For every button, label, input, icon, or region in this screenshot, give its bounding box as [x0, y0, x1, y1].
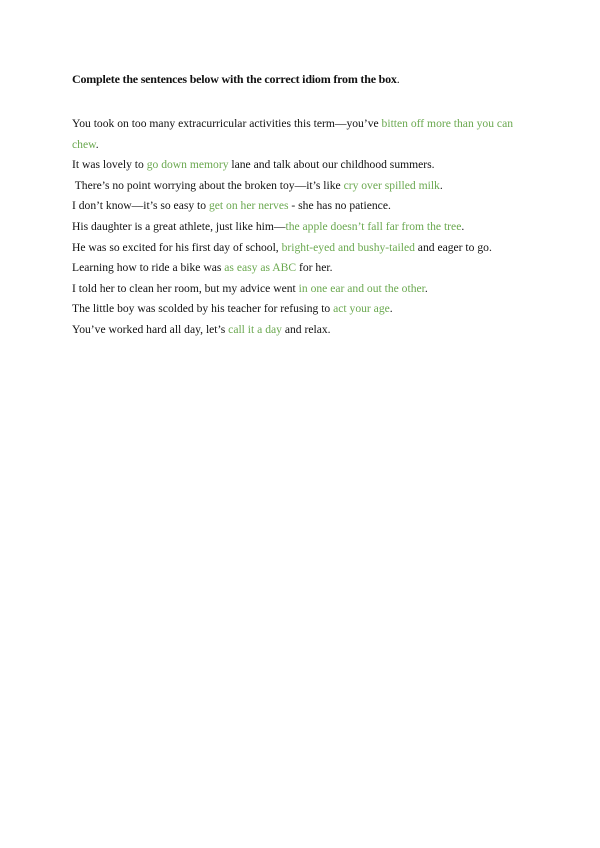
idiom-answer: bright-eyed and bushy-tailed: [281, 240, 415, 254]
sentence-9: [72, 299, 528, 320]
idiom-answer: cry over spilled milk: [343, 178, 440, 192]
sentence-text: .: [439, 178, 443, 192]
idiom-answer: go down memory: [146, 158, 229, 172]
instructions-heading: [72, 72, 400, 87]
sentence-text: .: [95, 137, 99, 151]
idiom-answer: get on her nerves: [208, 199, 289, 213]
sentence-text: You took on too many extracurricular activities this term—you’ve: [72, 117, 382, 130]
sentence-text: .: [461, 219, 465, 233]
sentence-text: It was lovely to: [72, 158, 147, 172]
idiom-answer: as easy as ABC: [224, 261, 297, 275]
idiom-answer: call it a day: [228, 322, 282, 336]
sentence-text: Learning how to ride a bike was: [72, 261, 225, 275]
idiom-answer: in one ear and out the other: [298, 281, 425, 295]
idiom-answer: act your age: [333, 302, 390, 316]
sentence-1: [72, 114, 528, 155]
sentence-text: .: [424, 281, 428, 295]
sentence-5: [72, 217, 528, 238]
sentence-text: There’s no point worrying about the broken toy—it’s like: [72, 178, 344, 192]
sentence-3: [72, 176, 528, 197]
sentence-text: You’ve worked hard all day, let’s: [72, 322, 229, 336]
sentence-text: .: [389, 302, 393, 316]
sentence-8: [72, 279, 528, 300]
sentence-text: I don’t know—it’s so easy to: [72, 199, 209, 213]
sentence-4: [72, 196, 528, 217]
sentence-text: I told her to clean her room, but my advice went: [72, 281, 299, 295]
sentence-list: [72, 114, 528, 341]
idiom-answer: the apple doesn’t fall far from the tree: [285, 219, 462, 233]
sentence-text: and relax.: [281, 322, 331, 336]
sentence-10: [72, 320, 528, 341]
sentence-7: [72, 258, 528, 279]
sentence-text: His daughter is a great athlete, just like him—: [72, 219, 286, 233]
instructions-text: Complete the sentences below with the correct idiom from the box: [72, 72, 397, 86]
sentence-text: lane and talk about our childhood summers.: [228, 158, 435, 172]
sentence-2: [72, 155, 528, 176]
sentence-text: for her.: [296, 261, 333, 275]
sentence-text: He was so excited for his first day of school,: [72, 240, 282, 254]
instructions-punct: .: [396, 72, 400, 86]
sentence-6: [72, 238, 528, 259]
sentence-text: and eager to go.: [414, 240, 492, 254]
sentence-text: The little boy was scolded by his teacher for refusing to: [72, 302, 334, 316]
idiom-answer: bitten off more than you can chew: [72, 117, 514, 151]
sentence-text: - she has no patience.: [288, 199, 391, 213]
